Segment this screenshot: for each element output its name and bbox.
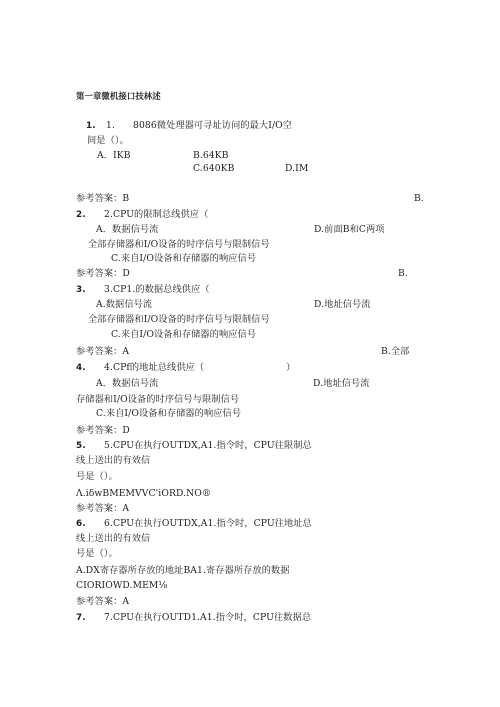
- answer-6: 参考答案：A: [76, 596, 130, 607]
- question-2-option-c: C.来自I/O设备和存储器的响应信号: [111, 253, 257, 264]
- question-number-1: 1.: [86, 121, 96, 131]
- question-5-options: Λ.iδwBMEMVVC'iORD.NO®: [76, 488, 212, 499]
- question-4-option-a: A．数据信号流: [96, 378, 159, 389]
- question-1-option-b: B.64KB: [193, 150, 229, 161]
- question-2-option-b: 全部存储器和I/O设备的时序信号与限制信号: [88, 239, 270, 250]
- question-6-stem-end: 号是（）。: [76, 548, 118, 559]
- answer-4: 参考答案：D: [76, 425, 130, 436]
- question-number-7: 7.: [76, 613, 86, 623]
- question-number-6: 6.: [76, 519, 86, 529]
- question-6-options-cd: CIORIOWD.MEM⅛: [76, 580, 168, 591]
- question-1-option-a: A．IKB: [97, 150, 131, 161]
- answer-5: 参考答案：A: [76, 503, 130, 514]
- question-4-stem-end: ）: [286, 362, 296, 373]
- question-4-stem: 4.CPf的地址总线供应（: [104, 362, 205, 373]
- question-number-3: 3.: [76, 285, 86, 295]
- margin-mark-2: B.: [398, 268, 408, 279]
- question-1-option-d: D.IM: [285, 163, 309, 174]
- question-4-option-b: 存储器和I/O设备的时序信号与限制信号: [76, 394, 240, 405]
- question-3-option-d: D.地址信号流: [314, 299, 371, 310]
- question-5-stem-cont: 线上送出的有效信: [76, 455, 151, 466]
- question-3-option-b: 全部存储器和I/O设备的时序信号与限制信号: [88, 314, 270, 325]
- question-4-option-d: D.地址信号流: [313, 378, 370, 389]
- question-6-options-ab: A.DX寄存器所存放的地址BA1.寄存器所存放的数据: [76, 565, 290, 576]
- question-3-option-a: A.数据信号流: [96, 299, 153, 310]
- question-3-stem: 3.CP1.的数据总线供应（: [104, 284, 210, 295]
- question-5-stem-end: 号是（）。: [76, 471, 118, 482]
- question-4-option-c: C.来自I/O设备和存储器的响应信号: [96, 408, 242, 419]
- question-7-stem: 7.CPU在执行OUTD1.A1.指令时，CPU往数据总: [104, 612, 312, 623]
- answer-2: 参考答案：D: [76, 268, 130, 279]
- question-1-stem-cont: 间是（）。: [87, 135, 129, 146]
- question-1-option-c: C.640KB: [193, 163, 235, 174]
- question-6-stem: 6.CPU在执行OUTDX,A1.指令时，CPU往地址总: [104, 518, 312, 529]
- question-number-5: 5.: [76, 441, 86, 451]
- answer-3: 参考答案：A: [76, 346, 130, 357]
- question-3-option-c: C.来自I/O设备和存储器的响应信号: [111, 329, 257, 340]
- margin-mark-1: B.: [414, 193, 424, 204]
- answer-1: 参考答案：B: [76, 193, 130, 204]
- question-2-stem: 2.CPU的限制总线供应（: [104, 209, 209, 220]
- question-2-option-a: A．数据信号流: [96, 224, 159, 235]
- question-2-option-d: D.前面B和C两项: [314, 224, 385, 235]
- question-6-stem-cont: 线上送出的有效信: [76, 533, 151, 544]
- margin-mark-3: B.全部: [381, 346, 410, 357]
- question-number-4: 4.: [76, 363, 86, 373]
- question-number-2: 2.: [76, 210, 86, 220]
- question-1-stem: 8086微处理器可寻址访问的最大I/O空: [133, 120, 293, 131]
- question-1-prefix: 1.: [106, 120, 115, 131]
- chapter-title: 第一章微机接口技林述: [76, 91, 161, 101]
- question-5-stem: 5.CPU在执行OUTDX,A1.指令时，CPU往限制总: [104, 440, 312, 451]
